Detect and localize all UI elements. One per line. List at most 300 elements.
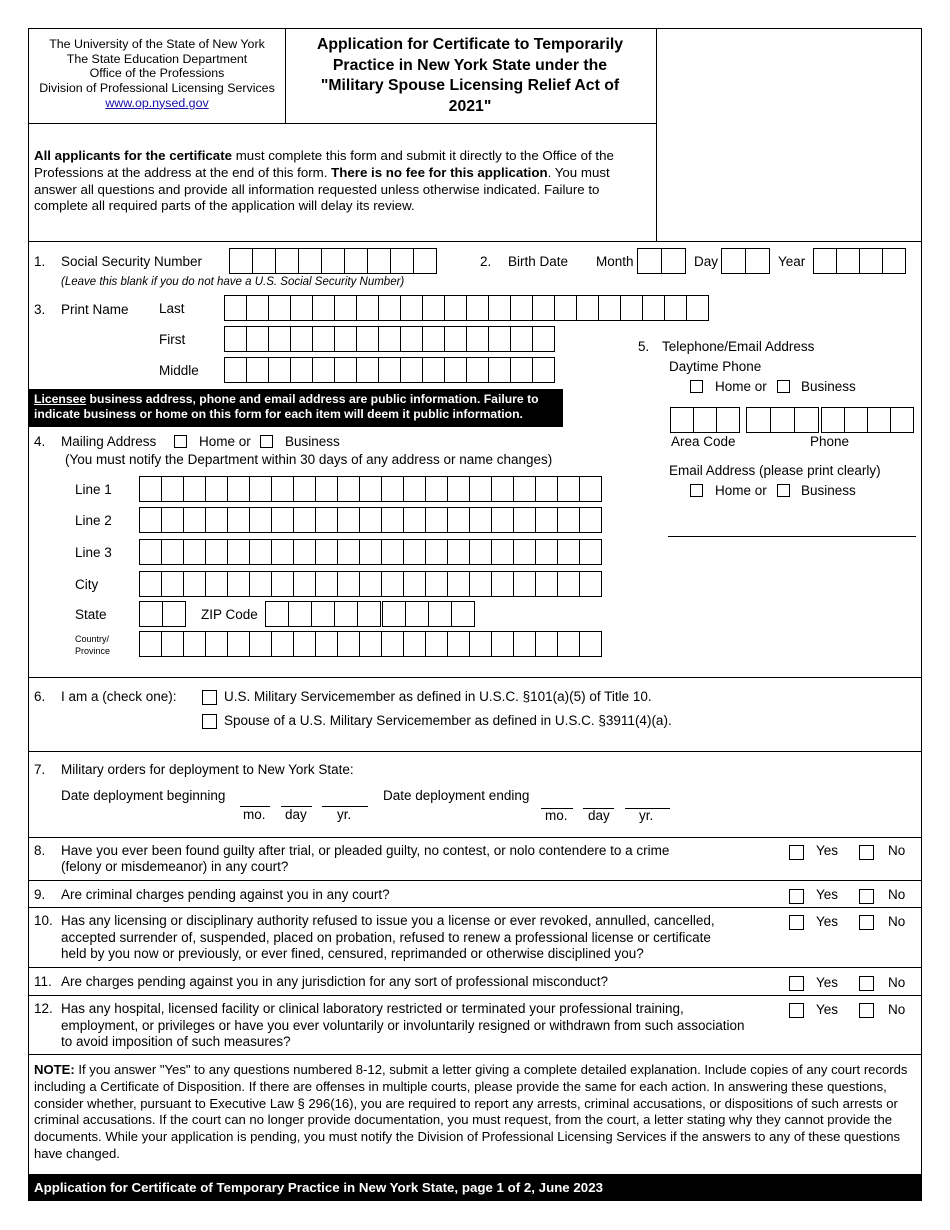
char-box[interactable] <box>205 571 228 597</box>
char-box[interactable] <box>466 326 489 352</box>
char-box[interactable] <box>535 539 558 565</box>
address-line2-input[interactable] <box>139 507 601 533</box>
ssn-note: (Leave this blank if you do not have a U.S. Social Security Number) <box>61 276 405 288</box>
char-box[interactable] <box>447 476 470 502</box>
char-box[interactable] <box>356 326 379 352</box>
email-label: Email Address (please print clearly) <box>669 463 881 478</box>
agency-line: The State Education Department <box>66 51 248 66</box>
note-paragraph: NOTE: If you answer "Yes" to any questions numbered 8-12, submit a letter giving a complete detailed explanation. Include copies of any court records including a Certificate of Disposition. If there are offenses in multiple courts, please provide the same for each action. In answering these questions, consider whether, pursuant to Executive Law § 296(16), you are required to report any arrests, criminal accusations, or dispositions of such arrests or criminal accusations. If the court can no longer provide documentation, you must request, from the court, a letter stating why they cannot provide the documents. While your application is pending, you must notify the Division of Professional Licensing Services if the answers to any of these questions have changed. <box>34 1062 908 1161</box>
char-box[interactable] <box>315 476 338 502</box>
char-box[interactable] <box>315 631 338 657</box>
char-box[interactable] <box>557 571 580 597</box>
char-box[interactable] <box>510 357 533 383</box>
mailing-business-checkbox[interactable] <box>260 435 273 448</box>
q8-no-label: No <box>888 843 906 858</box>
char-box[interactable] <box>425 631 448 657</box>
char-box[interactable] <box>252 248 276 274</box>
char-box[interactable] <box>249 631 272 657</box>
char-box[interactable] <box>337 571 360 597</box>
char-box[interactable] <box>535 571 558 597</box>
year-label: Year <box>778 254 806 269</box>
phone-business-checkbox[interactable] <box>777 380 790 393</box>
char-box[interactable] <box>139 476 162 502</box>
char-box[interactable] <box>290 357 313 383</box>
char-box[interactable] <box>205 476 228 502</box>
address-line3-input[interactable] <box>139 539 601 565</box>
area-code-input[interactable] <box>670 407 739 433</box>
char-box[interactable] <box>224 326 247 352</box>
q5-number: 5. <box>638 339 650 354</box>
last-name-input[interactable] <box>224 295 708 321</box>
char-box[interactable] <box>271 631 294 657</box>
char-box[interactable] <box>337 507 360 533</box>
char-box[interactable] <box>403 507 426 533</box>
char-box[interactable] <box>532 326 555 352</box>
char-box[interactable] <box>469 539 492 565</box>
char-box[interactable] <box>293 507 316 533</box>
q2-number: 2. <box>480 254 492 269</box>
char-box[interactable] <box>821 407 845 433</box>
char-box[interactable] <box>400 295 423 321</box>
char-box[interactable] <box>882 248 906 274</box>
char-box[interactable] <box>357 601 381 627</box>
q6-number: 6. <box>34 689 46 704</box>
char-box[interactable] <box>513 631 536 657</box>
char-box[interactable] <box>356 357 379 383</box>
char-box[interactable] <box>246 295 269 321</box>
phone-label: Phone <box>810 434 850 449</box>
email-business-checkbox[interactable] <box>777 484 790 497</box>
char-box[interactable] <box>224 357 247 383</box>
begin-mo-label: mo. <box>243 807 266 822</box>
char-box[interactable] <box>400 357 423 383</box>
print-name-label: Print Name <box>61 302 129 317</box>
char-box[interactable] <box>229 248 253 274</box>
mailing-address-label: Mailing Address <box>61 434 157 449</box>
intro-paragraph: All applicants for the certificate must complete this form and submit it directly to the Office of the Professions at the address at the end of this form. There is no fee for this application. You must answer all questions and provide all information requested unless otherwise indicated. Failure to complete all required parts of the application will delay its review. <box>34 148 614 214</box>
char-box[interactable] <box>745 248 770 274</box>
mailing-home-checkbox[interactable] <box>174 435 187 448</box>
char-box[interactable] <box>532 295 555 321</box>
mailing-home-label: Home or <box>199 434 251 449</box>
char-box[interactable] <box>469 507 492 533</box>
char-box[interactable] <box>867 407 891 433</box>
char-box[interactable] <box>249 476 272 502</box>
char-box[interactable] <box>403 631 426 657</box>
char-box[interactable] <box>275 248 299 274</box>
char-box[interactable] <box>400 326 423 352</box>
char-box[interactable] <box>794 407 819 433</box>
mailing-business-label: Business <box>285 434 340 449</box>
country-input[interactable] <box>139 631 601 657</box>
q9-no-label: No <box>888 887 906 902</box>
char-box[interactable] <box>844 407 868 433</box>
char-box[interactable] <box>227 539 250 565</box>
char-box[interactable] <box>403 476 426 502</box>
email-home-checkbox[interactable] <box>690 484 703 497</box>
char-box[interactable] <box>378 295 401 321</box>
char-box[interactable] <box>469 631 492 657</box>
char-box[interactable] <box>359 539 382 565</box>
char-box[interactable] <box>579 631 602 657</box>
day-label: Day <box>694 254 719 269</box>
q9-no-checkbox[interactable] <box>859 889 874 904</box>
char-box[interactable] <box>469 476 492 502</box>
char-box[interactable] <box>859 248 883 274</box>
char-box[interactable] <box>139 571 162 597</box>
address-line1-label: Line 1 <box>75 482 112 497</box>
char-box[interactable] <box>403 539 426 565</box>
char-box[interactable] <box>288 601 312 627</box>
char-box[interactable] <box>425 507 448 533</box>
form-title: Application for Certificate to Temporarily Practice in New York State under the "Military Spouse Licensing Relief Act of 2021" <box>316 36 624 115</box>
char-box[interactable] <box>413 248 437 274</box>
q10-yes-label: Yes <box>816 914 839 929</box>
q12-yes-checkbox[interactable] <box>789 1003 804 1018</box>
q12-yes-label: Yes <box>816 1002 839 1017</box>
daytime-phone-label: Daytime Phone <box>669 359 762 374</box>
char-box[interactable] <box>444 295 467 321</box>
char-box[interactable] <box>598 295 621 321</box>
zip-input[interactable] <box>265 601 380 627</box>
q8-yes-checkbox[interactable] <box>789 845 804 860</box>
birth-year-input[interactable] <box>813 248 905 274</box>
char-box[interactable] <box>161 476 184 502</box>
q10-yes-checkbox[interactable] <box>789 915 804 930</box>
status-label: I am a (check one): <box>61 689 177 704</box>
area-code-label: Area Code <box>671 434 736 449</box>
char-box[interactable] <box>425 571 448 597</box>
military-orders-label: Military orders for deployment to New York State: <box>61 762 354 777</box>
char-box[interactable] <box>271 476 294 502</box>
agency-website-link[interactable]: www.op.nysed.gov <box>105 95 209 110</box>
char-box[interactable] <box>183 507 206 533</box>
char-box[interactable] <box>693 407 717 433</box>
city-input[interactable] <box>139 571 601 597</box>
address-line3-label: Line 3 <box>75 545 112 560</box>
char-box[interactable] <box>290 295 313 321</box>
address-line2-label: Line 2 <box>75 513 112 528</box>
char-box[interactable] <box>161 571 184 597</box>
char-box[interactable] <box>359 571 382 597</box>
char-box[interactable] <box>227 507 250 533</box>
char-box[interactable] <box>488 295 511 321</box>
char-box[interactable] <box>381 507 404 533</box>
birth-month-input[interactable] <box>637 248 685 274</box>
q8-yes-label: Yes <box>816 843 839 858</box>
q11-no-checkbox[interactable] <box>859 976 874 991</box>
email-input-line[interactable] <box>668 536 916 537</box>
char-box[interactable] <box>491 539 514 565</box>
phone-home-label: Home or <box>715 379 767 394</box>
q9-yes-label: Yes <box>816 887 839 902</box>
char-box[interactable] <box>557 539 580 565</box>
char-box[interactable] <box>315 507 338 533</box>
char-box[interactable] <box>227 476 250 502</box>
last-name-label: Last <box>159 301 185 316</box>
deployment-end-label: Date deployment ending <box>383 788 530 803</box>
q7-number: 7. <box>34 762 46 777</box>
begin-day-label: day <box>285 807 307 822</box>
char-box[interactable] <box>161 507 184 533</box>
char-box[interactable] <box>466 357 489 383</box>
char-box[interactable] <box>405 601 429 627</box>
state-input[interactable] <box>139 601 185 627</box>
char-box[interactable] <box>315 571 338 597</box>
char-box[interactable] <box>576 295 599 321</box>
char-box[interactable] <box>813 248 837 274</box>
char-box[interactable] <box>510 295 533 321</box>
char-box[interactable] <box>249 539 272 565</box>
char-box[interactable] <box>139 539 162 565</box>
char-box[interactable] <box>293 571 316 597</box>
char-box[interactable] <box>139 601 163 627</box>
char-box[interactable] <box>425 539 448 565</box>
char-box[interactable] <box>447 507 470 533</box>
char-box[interactable] <box>312 295 335 321</box>
char-box[interactable] <box>382 601 406 627</box>
char-box[interactable] <box>488 326 511 352</box>
char-box[interactable] <box>403 571 426 597</box>
char-box[interactable] <box>337 631 360 657</box>
char-box[interactable] <box>227 631 250 657</box>
char-box[interactable] <box>268 295 291 321</box>
state-label: State <box>75 607 107 622</box>
char-box[interactable] <box>224 295 247 321</box>
page-footer: Application for Certificate of Temporary Practice in New York State, page 1 of 2, June 2023 <box>28 1174 922 1201</box>
phone-business-label: Business <box>801 379 856 394</box>
char-box[interactable] <box>444 326 467 352</box>
q4-number: 4. <box>34 434 46 449</box>
q11-yes-checkbox[interactable] <box>789 976 804 991</box>
char-box[interactable] <box>425 476 448 502</box>
char-box[interactable] <box>227 571 250 597</box>
char-box[interactable] <box>716 407 740 433</box>
agency-block <box>29 37 285 111</box>
q12-no-label: No <box>888 1002 906 1017</box>
char-box[interactable] <box>161 539 184 565</box>
char-box[interactable] <box>488 357 511 383</box>
char-box[interactable] <box>513 476 536 502</box>
servicemember-option-label: U.S. Military Servicemember as defined in U.S.C. §101(a)(5) of Title 10. <box>224 689 652 704</box>
char-box[interactable] <box>246 326 269 352</box>
char-box[interactable] <box>311 601 335 627</box>
ssn-label: Social Security Number <box>61 254 203 269</box>
char-box[interactable] <box>422 295 445 321</box>
char-box[interactable] <box>293 539 316 565</box>
char-box[interactable] <box>532 357 555 383</box>
char-box[interactable] <box>444 357 467 383</box>
char-box[interactable] <box>770 407 795 433</box>
char-box[interactable] <box>378 357 401 383</box>
city-label: City <box>75 577 99 592</box>
char-box[interactable] <box>451 601 475 627</box>
char-box[interactable] <box>381 539 404 565</box>
telephone-email-label: Telephone/Email Address <box>662 339 815 354</box>
middle-name-label: Middle <box>159 363 199 378</box>
char-box[interactable] <box>378 326 401 352</box>
char-box[interactable] <box>637 248 662 274</box>
char-box[interactable] <box>670 407 694 433</box>
char-box[interactable] <box>510 326 533 352</box>
char-box[interactable] <box>367 248 391 274</box>
char-box[interactable] <box>620 295 643 321</box>
char-box[interactable] <box>513 571 536 597</box>
char-box[interactable] <box>535 476 558 502</box>
char-box[interactable] <box>249 507 272 533</box>
q11-no-label: No <box>888 975 906 990</box>
char-box[interactable] <box>466 295 489 321</box>
char-box[interactable] <box>381 476 404 502</box>
char-box[interactable] <box>686 295 709 321</box>
birth-date-label: Birth Date <box>508 254 569 269</box>
char-box[interactable] <box>661 248 686 274</box>
char-box[interactable] <box>293 476 316 502</box>
char-box[interactable] <box>337 476 360 502</box>
char-box[interactable] <box>183 476 206 502</box>
char-box[interactable] <box>513 507 536 533</box>
char-box[interactable] <box>422 357 445 383</box>
char-box[interactable] <box>271 539 294 565</box>
char-box[interactable] <box>469 571 492 597</box>
char-box[interactable] <box>721 248 746 274</box>
char-box[interactable] <box>205 631 228 657</box>
char-box[interactable] <box>890 407 914 433</box>
address-change-note: (You must notify the Department within 30 days of any address or name changes) <box>65 452 553 467</box>
char-box[interactable] <box>183 539 206 565</box>
begin-yr-label: yr. <box>337 807 352 822</box>
char-box[interactable] <box>642 295 665 321</box>
char-box[interactable] <box>381 631 404 657</box>
char-box[interactable] <box>359 631 382 657</box>
char-box[interactable] <box>312 357 335 383</box>
char-box[interactable] <box>315 539 338 565</box>
char-box[interactable] <box>513 539 536 565</box>
q10-no-checkbox[interactable] <box>859 915 874 930</box>
char-box[interactable] <box>557 507 580 533</box>
char-box[interactable] <box>268 326 291 352</box>
char-box[interactable] <box>205 539 228 565</box>
q8-no-checkbox[interactable] <box>859 845 874 860</box>
char-box[interactable] <box>268 357 291 383</box>
phone-home-checkbox[interactable] <box>690 380 703 393</box>
spouse-checkbox[interactable] <box>202 714 217 729</box>
country-label: Country/ <box>75 634 110 644</box>
char-box[interactable] <box>334 601 358 627</box>
char-box[interactable] <box>334 357 357 383</box>
char-box[interactable] <box>554 295 577 321</box>
phone-line-input[interactable] <box>821 407 913 433</box>
char-box[interactable] <box>290 326 313 352</box>
char-box[interactable] <box>664 295 687 321</box>
phone-prefix-input[interactable] <box>746 407 818 433</box>
char-box[interactable] <box>271 571 294 597</box>
ssn-input[interactable] <box>229 248 436 274</box>
char-box[interactable] <box>249 571 272 597</box>
char-box[interactable] <box>293 631 316 657</box>
char-box[interactable] <box>836 248 860 274</box>
char-box[interactable] <box>162 601 186 627</box>
char-box[interactable] <box>447 571 470 597</box>
char-box[interactable] <box>246 357 269 383</box>
zip-plus4-input[interactable] <box>382 601 474 627</box>
char-box[interactable] <box>491 476 514 502</box>
char-box[interactable] <box>491 507 514 533</box>
end-yr-label: yr. <box>639 808 654 823</box>
char-box[interactable] <box>579 539 602 565</box>
deployment-begin-label: Date deployment beginning <box>61 788 226 803</box>
char-box[interactable] <box>161 631 184 657</box>
char-box[interactable] <box>381 571 404 597</box>
month-label: Month <box>596 254 634 269</box>
char-box[interactable] <box>356 295 379 321</box>
first-name-input[interactable] <box>224 326 554 352</box>
char-box[interactable] <box>491 631 514 657</box>
char-box[interactable] <box>312 326 335 352</box>
char-box[interactable] <box>139 631 162 657</box>
province-label: Province <box>75 646 111 656</box>
char-box[interactable] <box>579 476 602 502</box>
agency-line: Division of Professional Licensing Services <box>39 81 275 96</box>
char-box[interactable] <box>321 248 345 274</box>
char-box[interactable] <box>271 507 294 533</box>
servicemember-checkbox[interactable] <box>202 690 217 705</box>
char-box[interactable] <box>298 248 322 274</box>
end-mo-label: mo. <box>545 808 568 823</box>
char-box[interactable] <box>557 631 580 657</box>
q9-yes-checkbox[interactable] <box>789 889 804 904</box>
char-box[interactable] <box>579 571 602 597</box>
char-box[interactable] <box>491 571 514 597</box>
end-day-label: day <box>588 808 610 823</box>
char-box[interactable] <box>447 539 470 565</box>
char-box[interactable] <box>183 571 206 597</box>
q11-yes-label: Yes <box>816 975 839 990</box>
q10-no-label: No <box>888 914 906 929</box>
char-box[interactable] <box>359 507 382 533</box>
char-box[interactable] <box>359 476 382 502</box>
char-box[interactable] <box>337 539 360 565</box>
char-box[interactable] <box>334 295 357 321</box>
email-home-label: Home or <box>715 483 767 498</box>
char-box[interactable] <box>344 248 368 274</box>
char-box[interactable] <box>183 631 206 657</box>
char-box[interactable] <box>447 631 470 657</box>
char-box[interactable] <box>535 507 558 533</box>
char-box[interactable] <box>535 631 558 657</box>
char-box[interactable] <box>422 326 445 352</box>
agency-line: Office of the Professions <box>89 66 225 81</box>
birth-day-input[interactable] <box>721 248 769 274</box>
char-box[interactable] <box>334 326 357 352</box>
char-box[interactable] <box>428 601 452 627</box>
first-name-label: First <box>159 332 186 347</box>
char-box[interactable] <box>265 601 289 627</box>
char-box[interactable] <box>746 407 771 433</box>
q12-no-checkbox[interactable] <box>859 1003 874 1018</box>
char-box[interactable] <box>557 476 580 502</box>
spouse-option-label: Spouse of a U.S. Military Servicemember as defined in U.S.C. §3911(4)(a). <box>224 713 672 728</box>
char-box[interactable] <box>579 507 602 533</box>
char-box[interactable] <box>390 248 414 274</box>
char-box[interactable] <box>205 507 228 533</box>
public-info-notice: Licensee business address, phone and email address are public information. Failure to indicate business or home on this form for each item will deem it public information. <box>29 389 563 427</box>
address-line1-input[interactable] <box>139 476 601 502</box>
q1-number: 1. <box>34 254 46 269</box>
middle-name-input[interactable] <box>224 357 554 383</box>
char-box[interactable] <box>139 507 162 533</box>
agency-line: The University of the State of New York <box>49 37 265 51</box>
